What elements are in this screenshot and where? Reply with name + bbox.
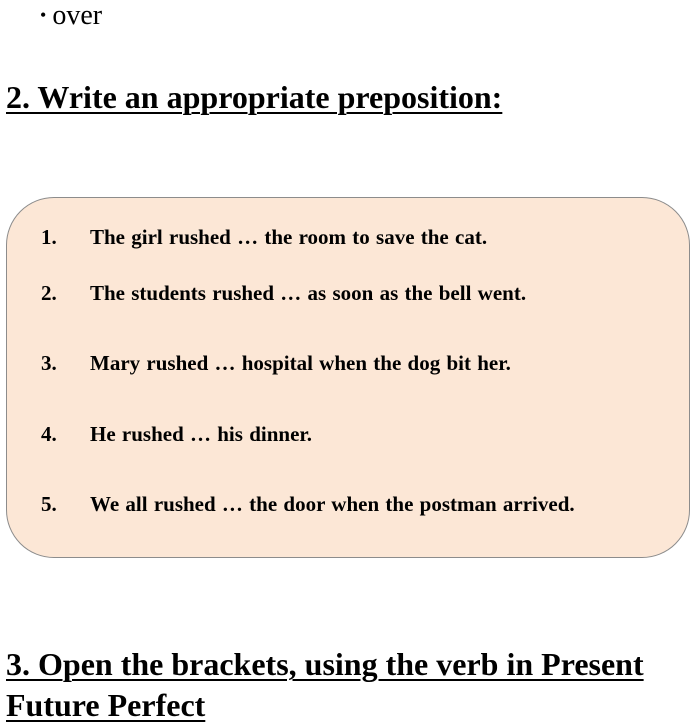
item-sentence: Mary rushed … hospital when the dog bit her. <box>90 351 511 375</box>
bullet-text: over <box>52 0 103 31</box>
item-number: 2. <box>41 281 57 305</box>
item-number: 1. <box>41 225 57 249</box>
section-2-heading: 2. Write an appropriate preposition: <box>6 79 503 115</box>
item-sentence: The girl rushed … the room to save the cat. <box>90 225 488 249</box>
item-number: 5. <box>41 492 57 516</box>
item-sentence: He rushed … his dinner. <box>90 422 313 446</box>
bullet-dot-icon: • <box>40 4 47 25</box>
section-3-heading: 3. Open the brackets, using the verb in Present <box>6 646 644 682</box>
bullet-item-over <box>40 0 102 36</box>
item-sentence: We all rushed … the door when the postman arrived. <box>90 492 575 516</box>
item-sentence: The students rushed … as soon as the bell went. <box>90 281 527 305</box>
exercise-box <box>6 197 690 558</box>
item-number: 4. <box>41 422 57 446</box>
section-3-heading-continued: Future Perfect <box>6 687 206 723</box>
item-number: 3. <box>41 351 57 375</box>
